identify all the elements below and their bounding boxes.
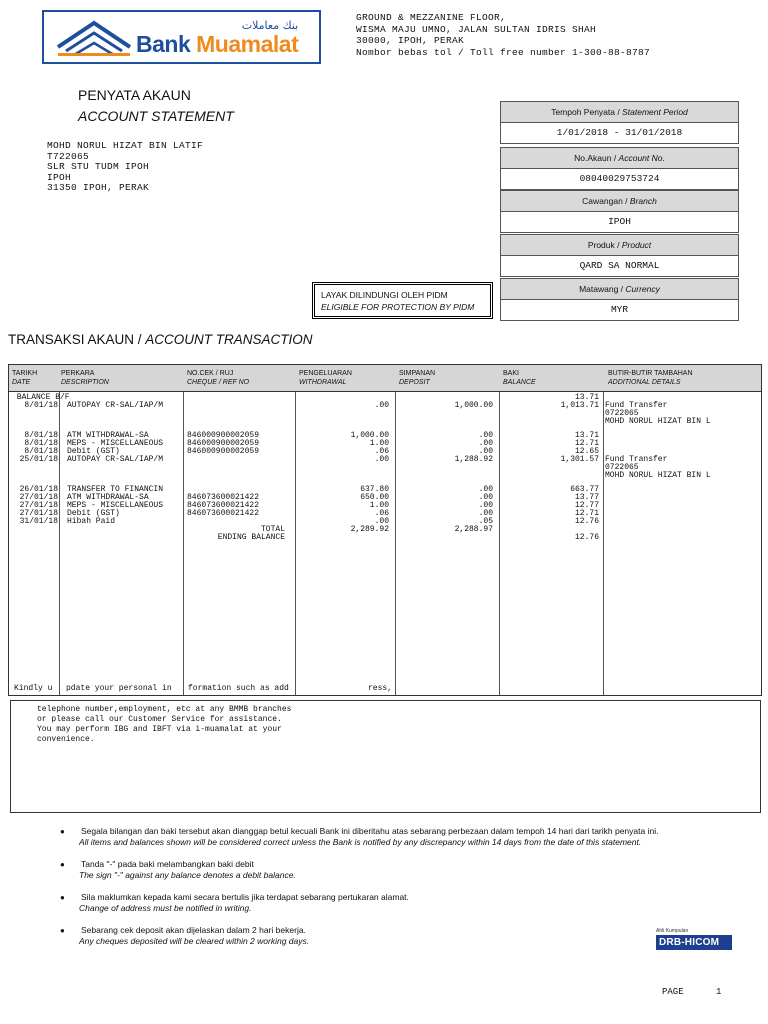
bank-emblem-icon	[56, 17, 132, 57]
cell-dp: 1,288.92	[454, 455, 493, 464]
title-malay: PENYATA AKAUN	[78, 87, 191, 103]
header-additional: BUTIR-BUTIR TAMBAHAN ADDITIONAL DETAILS	[608, 370, 693, 386]
cell-date: 25/01/18	[19, 455, 58, 464]
cell-dp: 2,288.97	[454, 525, 493, 534]
cell-dp: .00	[478, 485, 493, 494]
cell-wd: 1,000.00	[350, 431, 389, 440]
footnotes	[60, 826, 740, 958]
table-row	[9, 402, 761, 410]
footnote-item: ● Sebarang cek deposit akan dijelaskan dalam 2 hari bekerja. Any cheques deposited will be cleared within 2 working days.	[60, 925, 310, 946]
drb-hicom-logo: Ahli Kumpulan DRB-HICOM	[656, 928, 732, 950]
cell-dp: 1,000.00	[454, 401, 493, 410]
footnote-item: ● Tanda "-" pada baki melambangkan baki debit The sign "-" against any balance denotes a debit balance.	[60, 859, 296, 880]
cell-wd: 1.00	[369, 439, 389, 448]
transactions-title: TRANSAKSI AKAUN / ACCOUNT TRANSACTION	[8, 332, 313, 347]
bank-logo	[42, 10, 321, 64]
cell-bal: 12.65	[574, 447, 599, 456]
header-date: TARIKH DATE	[12, 370, 38, 386]
account-number-box: No.Akaun / Account No. 08040029753724	[500, 147, 739, 190]
table-row	[9, 472, 761, 480]
cell-dp: .00	[478, 447, 493, 456]
cell-ref: 846073600021422	[187, 493, 260, 502]
cell-wd: 1.00	[369, 501, 389, 510]
title-english: ACCOUNT STATEMENT	[78, 108, 234, 124]
header-ref: NO.CEK / RUJ CHEQUE / REF NO	[187, 370, 250, 386]
cell-dp: .00	[478, 501, 493, 510]
cell-add: MOHD NORUL HIZAT BIN L	[605, 417, 711, 426]
cell-wd: .06	[374, 509, 389, 518]
cell-bal: 663.77	[570, 485, 599, 494]
table-header	[9, 365, 761, 392]
currency-box: Matawang / Currency MYR	[500, 278, 739, 321]
pidm-badge: LAYAK DILINDUNGI OLEH PIDM ELIGIBLE FOR PROTECTION BY PIDM	[312, 282, 493, 319]
cell-ref: 846000900002059	[187, 447, 260, 456]
cell-date: BALANCE B/F	[12, 393, 70, 402]
header-balance: BAKI BALANCE	[503, 370, 536, 386]
cell-add: Fund Transfer	[605, 455, 668, 464]
header-deposit: SIMPANAN DEPOSIT	[399, 370, 436, 386]
cell-dp: .00	[478, 509, 493, 518]
cell-bal: 13.77	[574, 493, 599, 502]
cell-bal: 12.76	[574, 517, 599, 526]
bank-name: Bank Muamalat	[136, 30, 299, 57]
cell-ref: TOTAL	[260, 525, 285, 534]
footnote-item: ● Segala bilangan dan baki tersebut akan dianggap betul kecuali Bank ini diberitahu atas sebarang perbezaan dalam tempoh 14 hari dari tarikh penyata ini. All items and balances shown will be considered correct unless the Bank is notified by any discrepancy within 14 days from the date of this statement.	[60, 826, 659, 847]
customer-address: MOHD NORUL HIZAT BIN LATIF T722065 SLR STU TUDM IPOH IPOH 31350 IPOH, PERAK	[47, 140, 204, 193]
footnote-item: ● Sila maklumkan kepada kami secara bertulis jika terdapat sebarang pertukaran alamat. Change of address must be notified in writing.	[60, 892, 409, 913]
page-number: PAGE 1	[662, 987, 722, 997]
notice-box: telephone number,employment, etc at any BMMB branches or please call our Customer Service for assistance. You may perform IBG and IBFT via i-muamalat at your convenience.	[10, 700, 761, 813]
cell-desc: AUTOPAY CR-SAL/IAP/M	[67, 455, 164, 464]
cell-bal: 12.76	[574, 533, 599, 542]
transactions-table	[8, 364, 762, 696]
cell-desc: Hibah Paid	[67, 517, 116, 526]
table-row	[9, 456, 761, 464]
bank-arabic-name: بنك معاملات	[241, 18, 299, 32]
cell-desc: ATM WITHDRAWAL-SA	[67, 493, 149, 502]
cell-bal: 12.71	[574, 509, 599, 518]
cell-dp: .00	[478, 493, 493, 502]
cell-add: MOHD NORUL HIZAT BIN L	[605, 471, 711, 480]
cell-date: 27/01/18	[19, 501, 58, 510]
cell-bal: 12.77	[574, 501, 599, 510]
cell-bal: 13.71	[574, 431, 599, 440]
cell-desc: Debit (GST)	[67, 509, 120, 518]
table-row	[9, 534, 761, 542]
cell-bal: 1,013.71	[560, 401, 599, 410]
header-description: PERKARA DESCRIPTION	[61, 370, 109, 386]
branch-box: Cawangan / Branch IPOH	[500, 190, 739, 233]
cell-wd: .00	[374, 455, 389, 464]
cell-dp: .00	[478, 439, 493, 448]
product-box: Produk / Product QARD SA NORMAL	[500, 234, 739, 277]
cell-wd: 637.80	[360, 485, 389, 494]
cell-ref: 846000900002059	[187, 439, 260, 448]
cell-date: 27/01/18	[19, 493, 58, 502]
cell-add: Fund Transfer	[605, 401, 668, 410]
cell-bal: 12.71	[574, 439, 599, 448]
cell-bal: 1,301.57	[560, 455, 599, 464]
cell-desc: TRANSFER TO FINANCIN	[67, 485, 164, 494]
cell-desc: AUTOPAY CR-SAL/IAP/M	[67, 401, 164, 410]
cell-date: 27/01/18	[19, 509, 58, 518]
cell-ref: 846000900002059	[187, 431, 260, 440]
cell-desc: MEPS - MISCELLANEOUS	[67, 501, 164, 510]
cell-wd: .00	[374, 401, 389, 410]
cell-dp: .00	[478, 431, 493, 440]
cell-date: 8/01/18	[24, 439, 58, 448]
cell-ref: 846073600021422	[187, 501, 260, 510]
cell-wd: 2,289.92	[350, 525, 389, 534]
cell-date: 8/01/18	[24, 431, 58, 440]
cell-dp: .05	[478, 517, 493, 526]
cell-wd: 650.00	[360, 493, 389, 502]
cell-date: 8/01/18	[24, 401, 58, 410]
table-row	[9, 526, 761, 534]
cell-wd: .06	[374, 447, 389, 456]
cell-add: 0722065	[605, 409, 639, 418]
cell-ref: ENDING BALANCE	[217, 533, 285, 542]
cell-date: 8/01/18	[24, 447, 58, 456]
cell-desc: Debit (GST)	[67, 447, 120, 456]
header-withdrawal: PENGELUARAN WITHDRAWAL	[299, 370, 352, 386]
bank-address: GROUND & MEZZANINE FLOOR, WISMA MAJU UMNO, JALAN SULTAN IDRIS SHAH 30000, IPOH, PERAK Nombor bebas tol / Toll free number 1-300-88-8787	[356, 12, 651, 58]
note-line: Kindly u pdate your personal in formation such as add ress,	[14, 684, 393, 693]
cell-add: 0722065	[605, 463, 639, 472]
cell-wd: .00	[374, 517, 389, 526]
cell-desc: ATM WITHDRAWAL-SA	[67, 431, 149, 440]
table-row	[9, 418, 761, 426]
cell-date: 26/01/18	[19, 485, 58, 494]
cell-date: 31/01/18	[19, 517, 58, 526]
cell-bal: 13.71	[574, 393, 599, 402]
cell-ref: 846073600021422	[187, 509, 260, 518]
cell-desc: MEPS - MISCELLANEOUS	[67, 439, 164, 448]
statement-period-box: Tempoh Penyata / Statement Period 1/01/2018 - 31/01/2018	[500, 101, 739, 144]
